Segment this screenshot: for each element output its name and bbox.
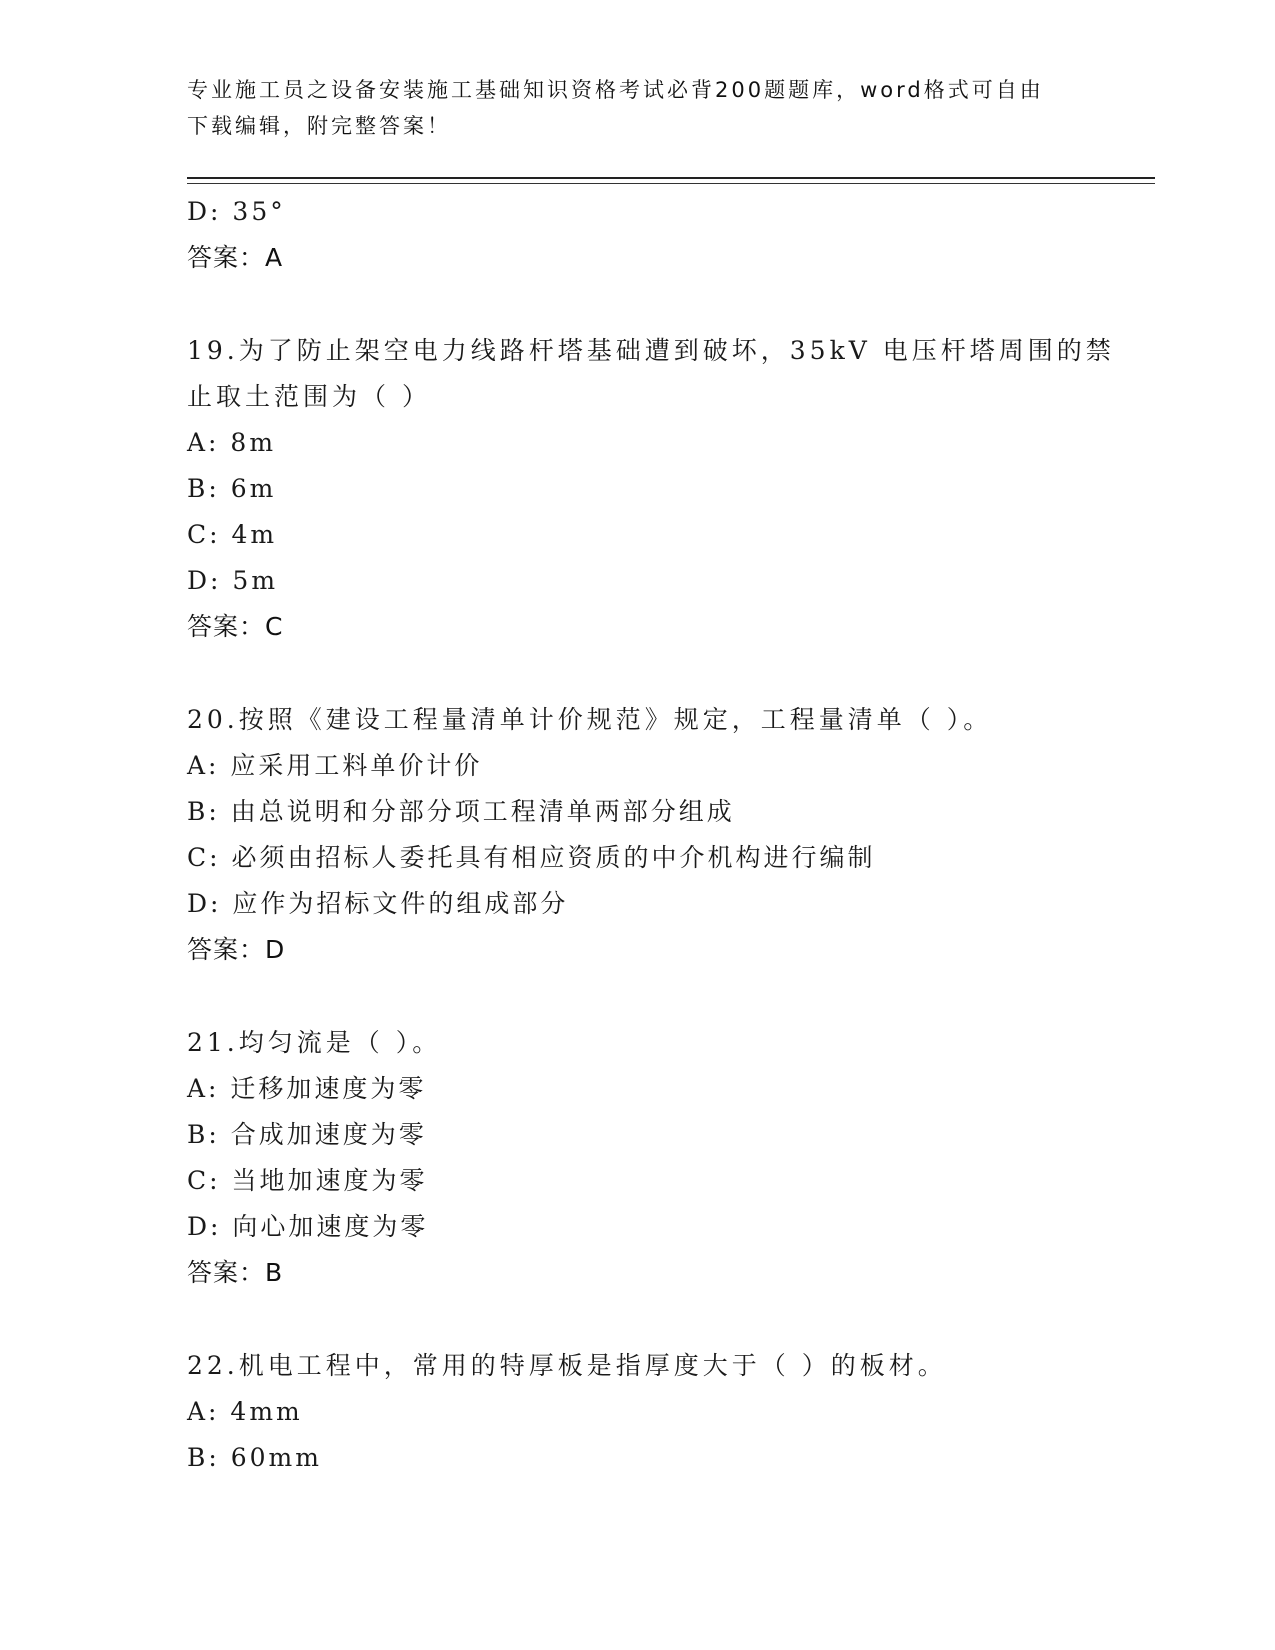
question-20-answer: 答案：D bbox=[187, 935, 286, 964]
question-21 bbox=[187, 1020, 1147, 1296]
header-title-line-2: 下载编辑，附完整答案！ bbox=[187, 114, 451, 138]
question-21-option-b: B: 合成加速度为零 bbox=[187, 1120, 427, 1149]
spacer bbox=[187, 973, 1147, 1020]
header-title-line-1: 专业施工员之设备安装施工基础知识资格考试必背200题题库，word格式可自由 bbox=[187, 78, 1044, 102]
question-21-option-d: D: 向心加速度为零 bbox=[187, 1212, 429, 1241]
question-21-answer: 答案：B bbox=[187, 1258, 284, 1287]
question-19-option-c: C: 4m bbox=[187, 520, 278, 549]
spacer bbox=[187, 1296, 1147, 1343]
question-22-option-a: A: 4mm bbox=[187, 1397, 303, 1426]
document-header bbox=[187, 72, 1087, 144]
question-20-option-c: C: 必须由招标人委托具有相应资质的中介机构进行编制 bbox=[187, 843, 876, 872]
question-21-option-c: C: 当地加速度为零 bbox=[187, 1166, 428, 1195]
prev-answer: 答案：A bbox=[187, 243, 284, 272]
question-21-text: 21.均匀流是（ ）。 bbox=[187, 1028, 442, 1057]
question-20-option-b: B: 由总说明和分部分项工程清单两部分组成 bbox=[187, 797, 735, 826]
question-19-text-line-2: 止取土范围为（ ） bbox=[187, 382, 431, 411]
question-22-option-b: B: 60mm bbox=[187, 1443, 322, 1472]
question-19-text-line-1: 19.为了防止架空电力线路杆塔基础遭到破坏，35kV 电压杆塔周围的禁 bbox=[187, 336, 1115, 365]
prev-option-d: D: 35° bbox=[187, 197, 286, 226]
question-list bbox=[187, 189, 1147, 1481]
spacer bbox=[187, 281, 1147, 328]
header-divider-thick bbox=[187, 177, 1155, 179]
question-20-option-a: A: 应采用工料单价计价 bbox=[187, 751, 483, 780]
header-divider-thin bbox=[187, 183, 1155, 184]
question-19-option-a: A: 8m bbox=[187, 428, 277, 457]
question-20-text: 20.按照《建设工程量清单计价规范》规定，工程量清单（ ）。 bbox=[187, 705, 993, 734]
question-19-answer: 答案：C bbox=[187, 612, 284, 641]
question-21-option-a: A: 迁移加速度为零 bbox=[187, 1074, 427, 1103]
spacer bbox=[187, 650, 1147, 697]
question-19-option-d: D: 5m bbox=[187, 566, 279, 595]
question-19 bbox=[187, 328, 1147, 650]
question-22 bbox=[187, 1343, 1147, 1481]
question-20 bbox=[187, 697, 1147, 973]
question-20-option-d: D: 应作为招标文件的组成部分 bbox=[187, 889, 569, 918]
question-22-text: 22.机电工程中，常用的特厚板是指厚度大于（ ）的板材。 bbox=[187, 1351, 947, 1380]
question-19-option-b: B: 6m bbox=[187, 474, 277, 503]
